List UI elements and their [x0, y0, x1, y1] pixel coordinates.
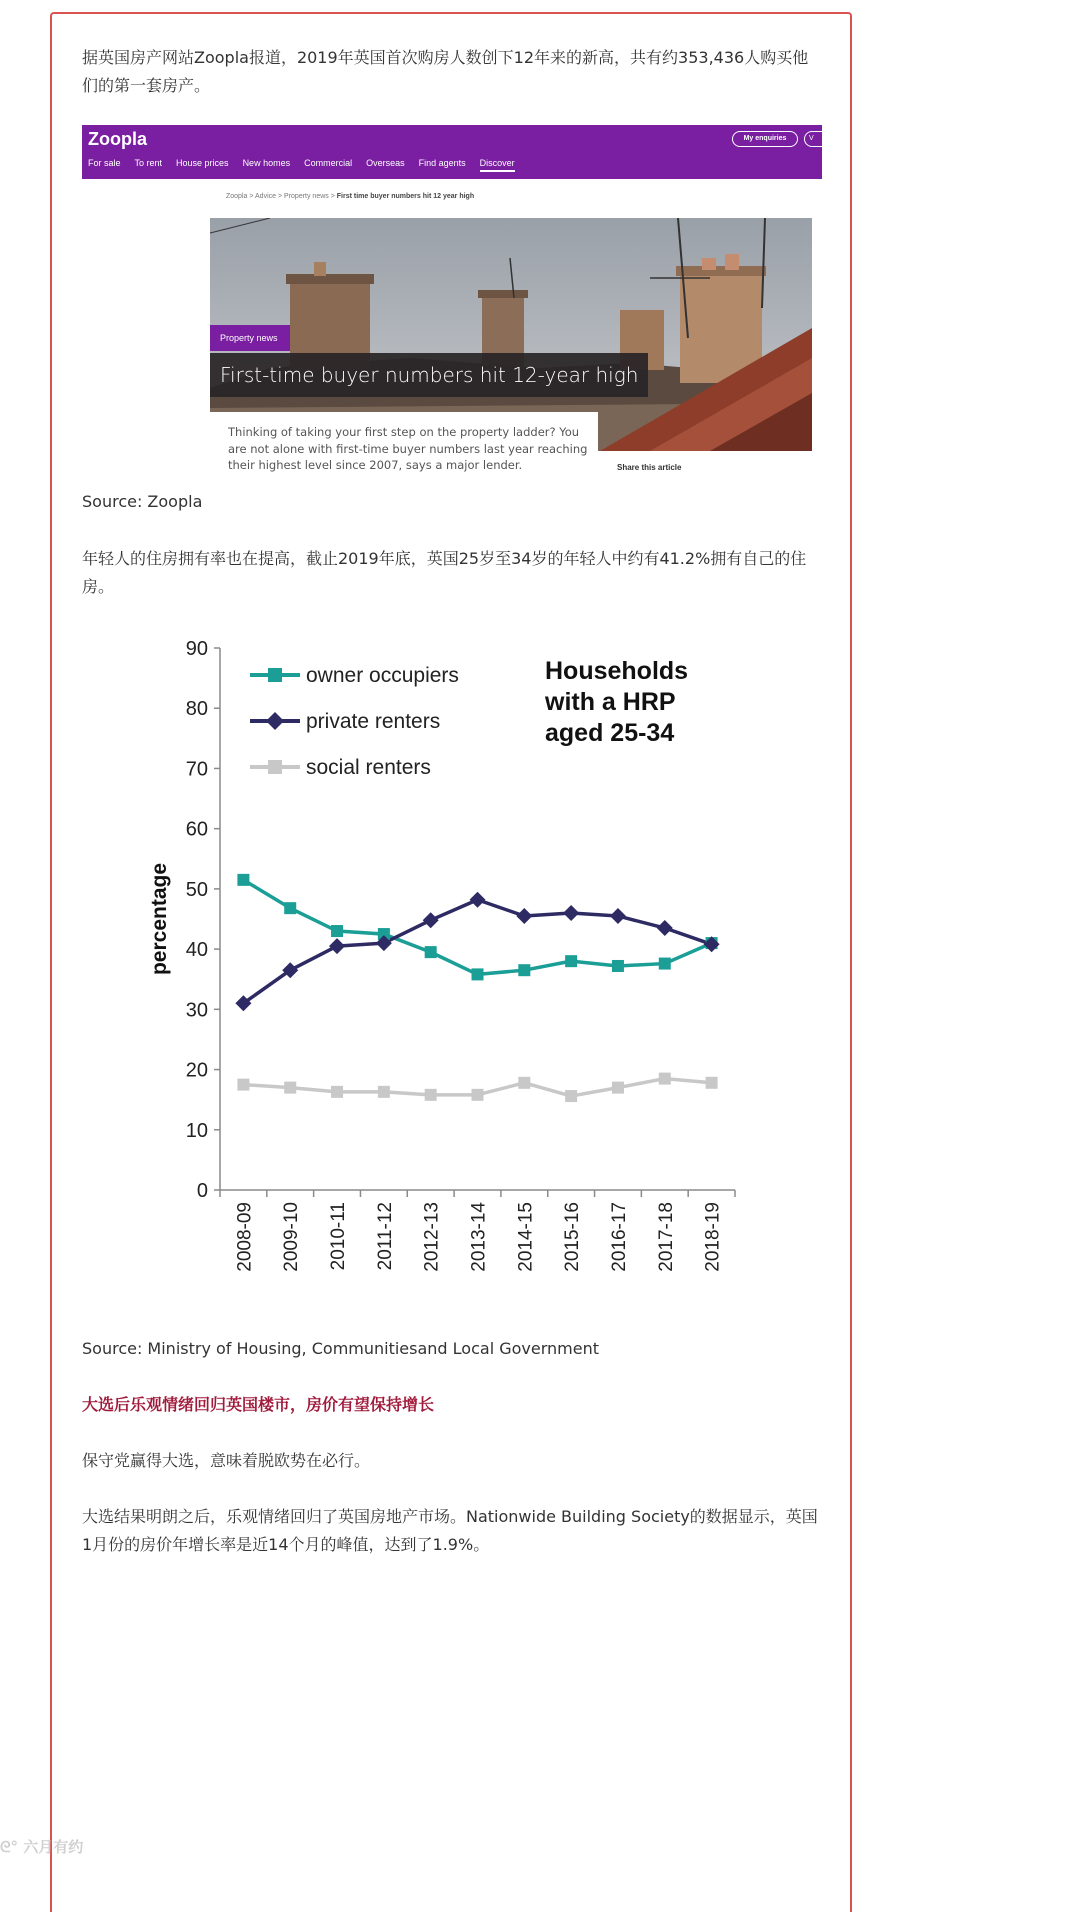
- property-news-tag[interactable]: Property news: [210, 325, 290, 351]
- legend-label: social renters: [306, 756, 431, 779]
- data-point-social-renters: [659, 1073, 671, 1085]
- data-point-social-renters: [472, 1089, 484, 1101]
- y-tick-label: 60: [185, 818, 208, 841]
- breadcrumb-advice[interactable]: Advice: [255, 193, 277, 200]
- y-tick-label: 50: [185, 878, 208, 901]
- election-paragraph: 保守党赢得大选，意味着脱欧势在必行。: [82, 1451, 371, 1470]
- nav-commercial[interactable]: Commercial: [304, 158, 353, 168]
- breadcrumb-chevron-icon: >: [249, 193, 256, 200]
- data-point-owner-occupiers: [284, 902, 296, 914]
- x-tick-label: 2018-19: [702, 1202, 724, 1272]
- source-ministry: Source: Ministry of Housing, Communitiesand Local Government: [82, 1339, 600, 1358]
- data-point-owner-occupiers: [425, 946, 437, 958]
- data-point-owner-occupiers: [472, 968, 484, 980]
- data-point-social-renters: [612, 1082, 624, 1094]
- breadcrumb-property-news[interactable]: Property news: [284, 193, 329, 200]
- article-headline: First-time buyer numbers hit 12-year high: [210, 353, 648, 397]
- data-point-social-renters: [237, 1079, 249, 1091]
- chart-title-line: aged 25-34: [545, 719, 675, 747]
- legend-marker: [266, 712, 284, 730]
- x-tick-label: 2015-16: [562, 1202, 584, 1272]
- series-line-private-renters: [243, 900, 711, 1004]
- data-point-private-renters: [329, 938, 345, 954]
- y-tick-label: 70: [185, 758, 208, 781]
- data-point-social-renters: [706, 1077, 718, 1089]
- y-tick-label: 0: [196, 1180, 208, 1202]
- data-point-social-renters: [425, 1089, 437, 1101]
- market-paragraph: 大选结果明朗之后，乐观情绪回归了英国房地产市场。Nationwide Building Society的数据显示，英国1月份的房价年增长率是近14个月的峰值，达到了1.9%。: [82, 1507, 818, 1554]
- y-tick-label: 10: [185, 1119, 208, 1142]
- breadcrumb-zoopla[interactable]: Zoopla: [226, 193, 248, 200]
- x-tick-label: 2013-14: [468, 1202, 490, 1272]
- intro-paragraph: 据英国房产网站Zoopla报道，2019年英国首次购房人数创下12年来的新高，共有约353,436人购买他们的第一套房产。: [82, 48, 809, 95]
- x-tick-label: 2016-17: [608, 1202, 630, 1272]
- zoopla-nav: [88, 158, 515, 172]
- watermark-text: 六月有约: [23, 1838, 84, 1856]
- households-chart: [130, 620, 770, 1310]
- legend-marker: [268, 760, 282, 774]
- data-point-owner-occupiers: [565, 955, 577, 967]
- households-line-chart: [130, 620, 770, 1310]
- data-point-owner-occupiers: [331, 925, 343, 937]
- y-tick-label: 40: [185, 939, 208, 962]
- y-tick-label: 90: [185, 638, 208, 660]
- data-point-private-renters: [610, 908, 626, 924]
- breadcrumb-current: First time buyer numbers hit 12 year high: [336, 193, 475, 200]
- section-heading: 大选后乐观情绪回归英国楼市，房价有望保持增长: [82, 1395, 435, 1414]
- data-point-private-renters: [470, 892, 486, 908]
- data-point-private-renters: [516, 908, 532, 924]
- breadcrumb: [226, 193, 474, 200]
- x-tick-label: 2010-11: [328, 1202, 350, 1271]
- nav-find-agents[interactable]: Find agents: [418, 158, 466, 168]
- nav-for-sale[interactable]: For sale: [88, 158, 121, 168]
- breadcrumb-chevron-icon: >: [277, 193, 285, 200]
- y-tick-label: 80: [185, 698, 208, 721]
- zoopla-logo[interactable]: Zoopla: [88, 129, 147, 149]
- source-zoopla: Source: Zoopla: [82, 492, 203, 511]
- x-tick-label: 2008-09: [234, 1202, 256, 1272]
- share-article-link[interactable]: Share this article: [617, 463, 682, 472]
- zoopla-header: [82, 125, 822, 179]
- data-point-social-renters: [284, 1082, 296, 1094]
- data-point-private-renters: [563, 905, 579, 921]
- watermark-logo-icon: ᘓ°: [0, 1838, 19, 1856]
- chart-title-line: Households: [545, 657, 689, 685]
- y-axis-label: percentage: [148, 862, 171, 976]
- x-tick-label: 2011-12: [374, 1202, 396, 1271]
- nav-new-homes[interactable]: New homes: [242, 158, 291, 168]
- nav-to-rent[interactable]: To rent: [134, 158, 163, 168]
- data-point-private-renters: [657, 920, 673, 936]
- data-point-private-renters: [423, 912, 439, 928]
- data-point-social-renters: [331, 1086, 343, 1098]
- y-tick-label: 20: [185, 1059, 208, 1082]
- legend-label: private renters: [306, 710, 441, 733]
- x-tick-label: 2014-15: [515, 1202, 537, 1272]
- nav-house-prices[interactable]: House prices: [176, 158, 229, 168]
- watermark: [0, 1836, 83, 1857]
- data-point-social-renters: [518, 1077, 530, 1089]
- my-enquiries-button[interactable]: My enquiries: [732, 131, 798, 147]
- data-point-social-renters: [565, 1090, 577, 1102]
- data-point-owner-occupiers: [659, 958, 671, 970]
- ownership-paragraph: 年轻人的住房拥有率也在提高，截止2019年底，英国25岁至34岁的年轻人中约有41.2%拥有自己的住房。: [82, 549, 807, 596]
- x-tick-label: 2009-10: [281, 1202, 303, 1272]
- legend-marker: [268, 668, 282, 682]
- data-point-owner-occupiers: [237, 874, 249, 886]
- chart-title-line: with a HRP: [545, 688, 676, 716]
- y-tick-label: 30: [185, 999, 208, 1022]
- data-point-owner-occupiers: [518, 964, 530, 976]
- legend-label: owner occupiers: [306, 664, 459, 687]
- nav-overseas[interactable]: Overseas: [366, 158, 405, 168]
- secondary-header-button[interactable]: V: [804, 131, 822, 147]
- article-summary: Thinking of taking your first step on the property ladder? You are not alone with first-time buyer numbers last year reaching their highest level since 2007, says a major lender.: [210, 412, 598, 477]
- data-point-owner-occupiers: [612, 960, 624, 972]
- x-tick-label: 2017-18: [655, 1202, 677, 1272]
- breadcrumb-chevron-icon: >: [330, 193, 337, 200]
- data-point-social-renters: [378, 1086, 390, 1098]
- zoopla-screenshot: [82, 125, 822, 477]
- x-tick-label: 2012-13: [421, 1202, 443, 1272]
- nav-discover[interactable]: Discover: [480, 158, 515, 172]
